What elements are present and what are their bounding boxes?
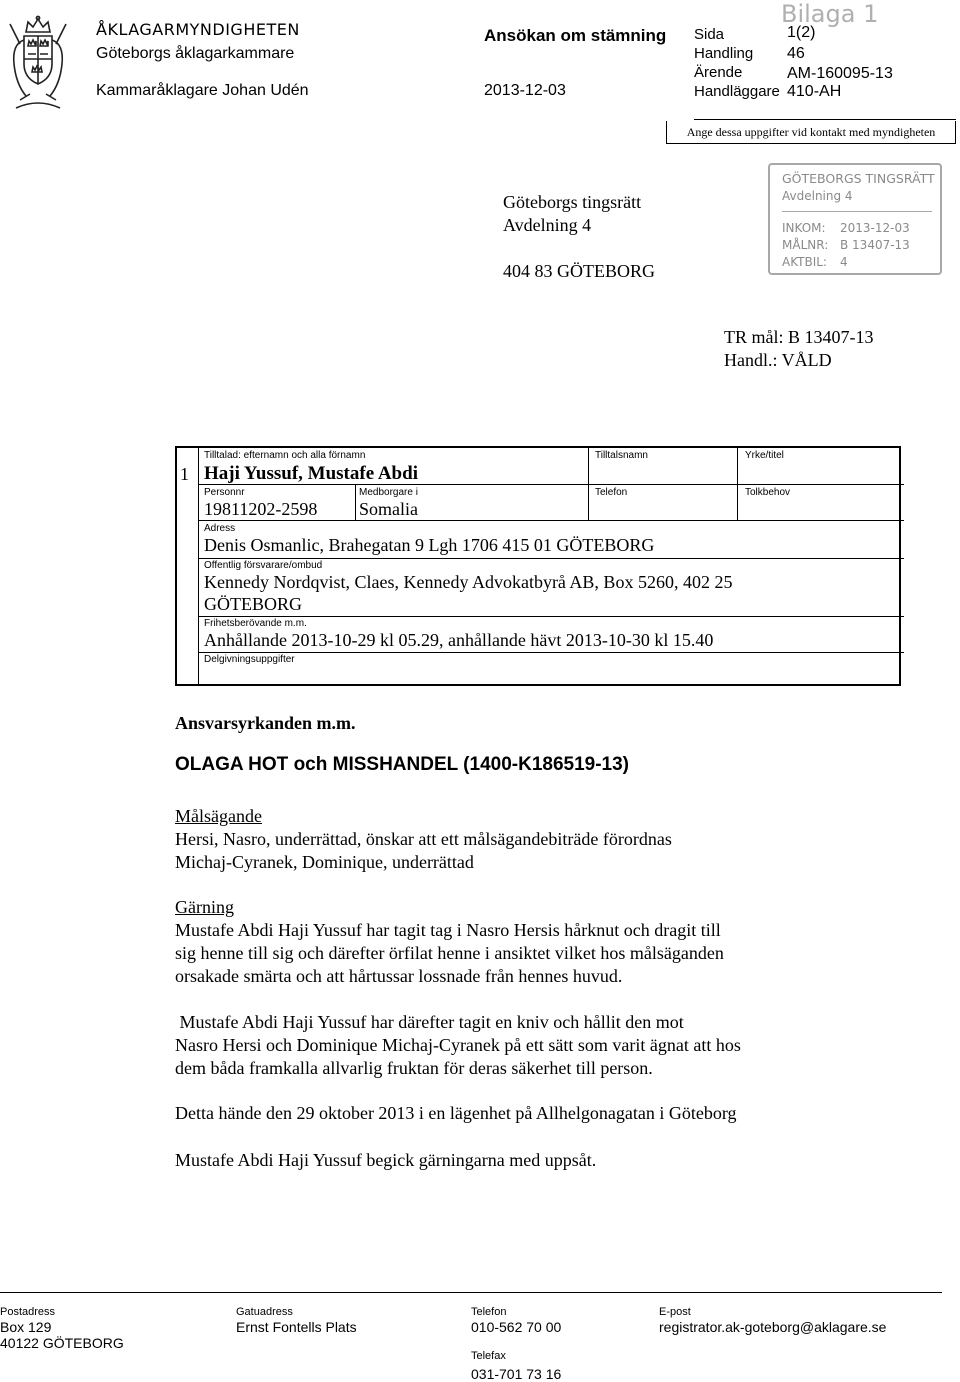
case-category: Handl.: VÅLD <box>724 350 832 370</box>
label-defendant-name: Tilltalad: efternamn och alla förnamn <box>204 450 366 461</box>
offence-paragraph-line: Mustafe Abdi Haji Yussuf har därefter tagit en kniv och hållit den mot <box>175 1012 684 1032</box>
defendant-counsel-line2: GÖTEBORG <box>204 594 302 614</box>
victim-line: Michaj-Cyranek, Dominique, underrättad <box>175 852 474 872</box>
footer-email-label: E-post <box>659 1306 691 1318</box>
defendant-custody: Anhållande 2013-10-29 kl 05.29, anhållande hävt 2013-10-30 kl 15.40 <box>204 630 714 650</box>
row-divider <box>198 652 904 653</box>
stamp-value-received: 2013-12-03 <box>840 221 910 235</box>
meta-value-handler: 410-AH <box>787 83 842 100</box>
victim-line: Hersi, Nasro, underrättad, önskar att ett målsägandebiträde förordnas <box>175 829 672 849</box>
footer-divider <box>0 1292 942 1293</box>
defendant-name: Haji Yussuf, Mustafe Abdi <box>204 463 418 484</box>
defendant-citizenship: Somalia <box>359 499 418 519</box>
row-divider <box>198 484 904 485</box>
stamp-label-attachment: AKTBIL: <box>782 255 827 269</box>
section-heading: Ansvarsyrkanden m.m. <box>175 713 356 733</box>
intent-paragraph: Mustafe Abdi Haji Yussuf begick gärningarna med uppsåt. <box>175 1150 597 1170</box>
label-citizenship: Medborgare i <box>359 487 418 498</box>
meta-label-case: Ärende <box>694 64 743 81</box>
label-service: Delgivningsuppgifter <box>204 654 295 665</box>
footer-fax-label: Telefax <box>471 1350 506 1362</box>
header-divider <box>694 119 956 120</box>
offence-paragraph-line: Nasro Hersi och Dominique Michaj-Cyranek på ett sätt som varit ägnat att hos <box>175 1035 741 1055</box>
defendant-address: Denis Osmanlic, Brahegatan 9 Lgh 1706 415 01 GÖTEBORG <box>204 535 655 555</box>
court-received-stamp <box>768 163 942 275</box>
offence-line: Mustafe Abdi Haji Yussuf har tagit tag i Nasro Hersis hårknut och dragit till <box>175 920 721 940</box>
meta-label-handler: Handläggare <box>694 83 780 100</box>
label-personnr: Personnr <box>204 487 245 498</box>
label-counsel: Offentlig försvarare/ombud <box>204 560 323 571</box>
footer-street-label: Gatuadress <box>236 1306 293 1318</box>
addressee-court: Göteborgs tingsrätt <box>503 192 642 212</box>
addressee-postal: 404 83 GÖTEBORG <box>503 261 655 281</box>
offence-line: sig henne till sig och därefter örfilat henne i ansiktet vilket hos målsäganden <box>175 943 724 963</box>
defendant-table <box>175 446 901 686</box>
offence-paragraph-line: dem båda framkalla allvarlig fruktan för deras säkerhet till person. <box>175 1058 653 1078</box>
footer-postal-line1: Box 129 <box>0 1319 52 1335</box>
coat-of-arms-icon <box>6 14 70 114</box>
contact-note: Ange dessa uppgifter vid kontakt med myndigheten <box>666 121 956 144</box>
label-phone: Telefon <box>595 487 628 498</box>
label-address: Adress <box>204 523 236 534</box>
crime-title: OLAGA HOT och MISSHANDEL (1400-K186519-13) <box>175 754 630 775</box>
footer-postal-line2: 40122 GÖTEBORG <box>0 1335 124 1351</box>
column-divider <box>737 448 738 520</box>
addressee-division: Avdelning 4 <box>503 215 592 235</box>
court-case-number: TR mål: B 13407-13 <box>724 327 874 347</box>
document-title: Ansökan om stämning <box>484 26 667 45</box>
label-title: Yrke/titel <box>745 450 784 461</box>
victims-title: Målsägande <box>175 806 262 826</box>
label-interpreter: Tolkbehov <box>745 487 791 498</box>
stamp-value-case: B 13407-13 <box>840 238 910 252</box>
footer-phone: 010-562 70 00 <box>471 1319 562 1335</box>
time-place-paragraph: Detta hände den 29 oktober 2013 i en lägenhet på Allhelgonagatan i Göteborg <box>175 1103 737 1123</box>
stamp-label-received: INKOM: <box>782 221 826 235</box>
footer-street: Ernst Fontells Plats <box>236 1319 357 1335</box>
offence-line: orsakade smärta och att hårtussar lossnade från hennes huvud. <box>175 966 623 986</box>
stamp-value-attachment: 4 <box>840 255 848 269</box>
column-divider <box>355 484 356 520</box>
footer-email-link[interactable]: registrator.ak-goteborg@aklagare.se <box>659 1319 887 1335</box>
row-divider <box>198 558 904 559</box>
footer-postal-label: Postadress <box>0 1306 56 1318</box>
meta-value-document: 46 <box>787 45 805 62</box>
offence-title: Gärning <box>175 897 234 917</box>
meta-label-page: Sida <box>694 26 725 43</box>
prosecutor-name: Kammaråklagare Johan Udén <box>96 82 309 99</box>
row-divider <box>198 520 904 521</box>
defendant-personnr: 19811202-2598 <box>204 499 318 519</box>
label-custody: Frihetsberövande m.m. <box>204 618 307 629</box>
row-divider <box>198 616 904 617</box>
column-divider <box>588 448 589 520</box>
meta-value-page: 1(2) <box>787 24 816 41</box>
defendant-number: 1 <box>180 464 189 484</box>
meta-value-case: AM-160095-13 <box>787 65 893 82</box>
bilaga-label: Bilaga 1 <box>781 0 879 28</box>
label-call-name: Tilltalsnamn <box>595 450 648 461</box>
document-date: 2013-12-03 <box>484 82 566 99</box>
agency-name: ÅKLAGARMYNDIGHETEN <box>96 20 300 39</box>
meta-label-document: Handling <box>694 45 754 62</box>
stamp-divider <box>782 211 932 212</box>
stamp-label-case: MÅLNR: <box>782 238 829 252</box>
footer-phone-label: Telefon <box>471 1306 507 1318</box>
defendant-counsel-line1: Kennedy Nordqvist, Claes, Kennedy Advokatbyrå AB, Box 5260, 402 25 <box>204 572 733 592</box>
office-name: Göteborgs åklagarkammare <box>96 45 295 62</box>
footer-fax: 031-701 73 16 <box>471 1366 562 1382</box>
stamp-division: Avdelning 4 <box>782 189 853 203</box>
stamp-court: GÖTEBORGS TINGSRÄTT <box>782 171 935 186</box>
